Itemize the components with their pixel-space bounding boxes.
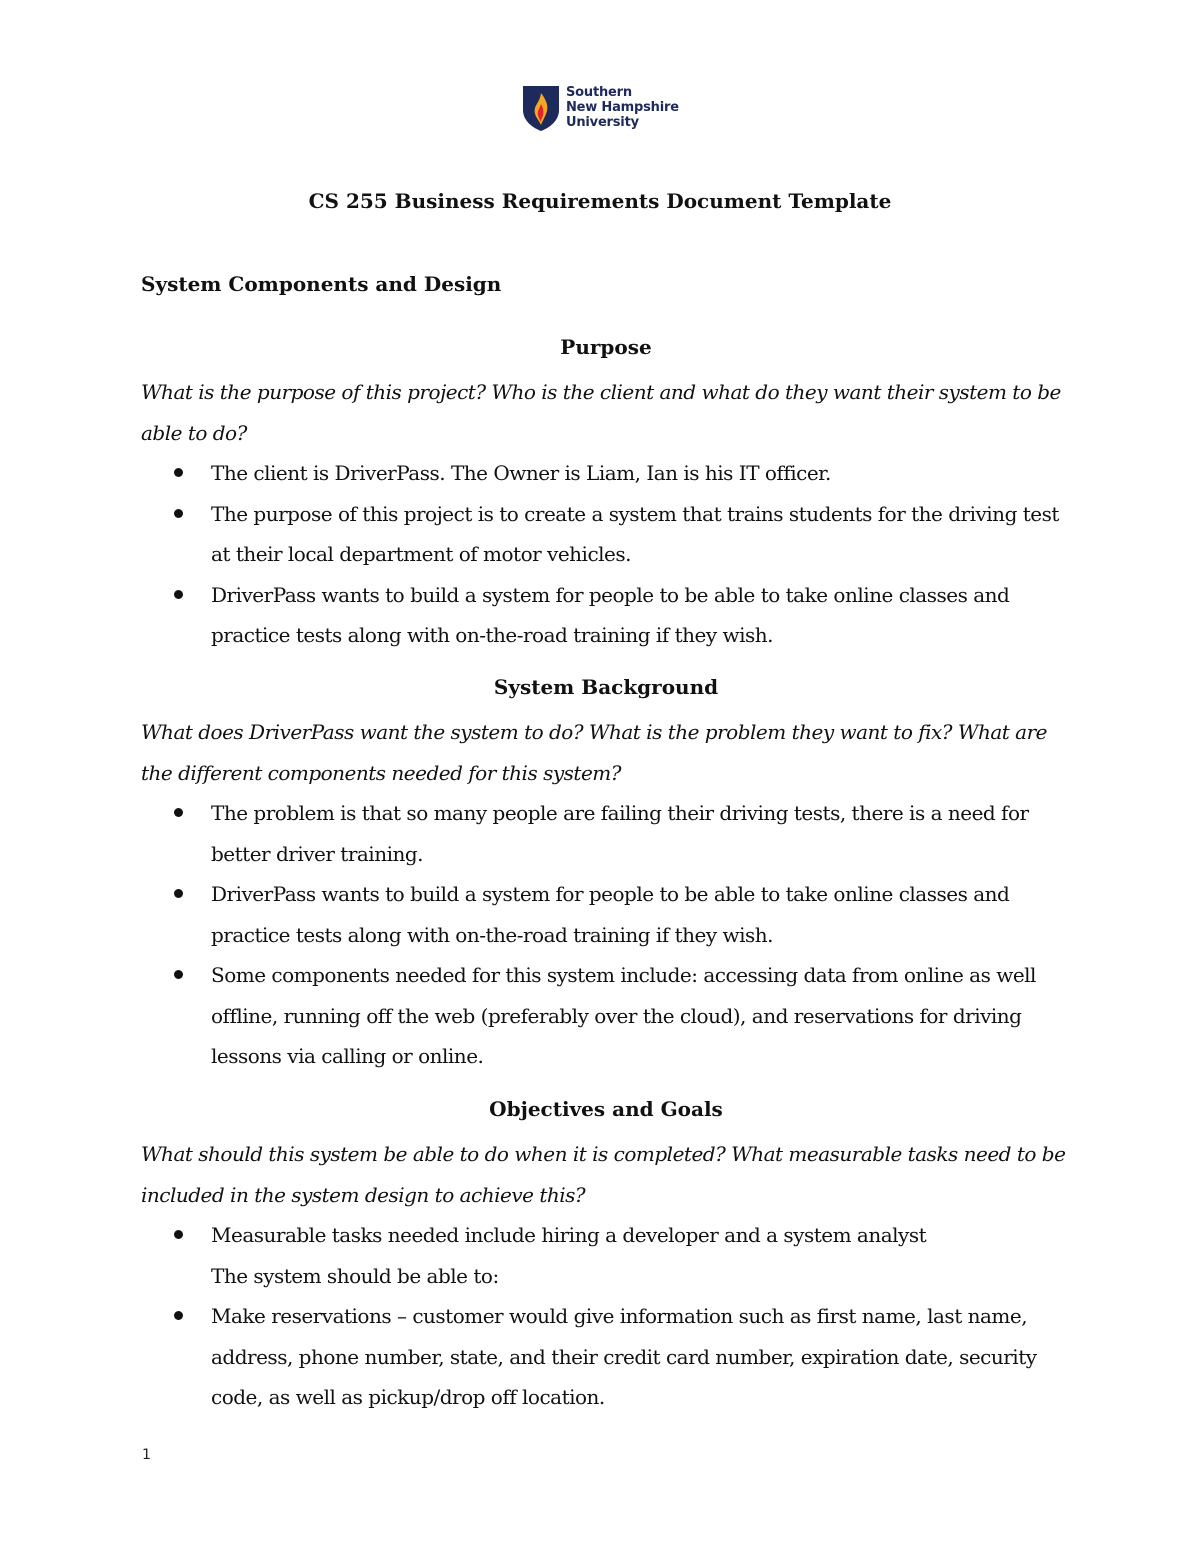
document-title: CS 255 Business Requirements Document Template	[308, 189, 892, 213]
bullet-icon	[174, 509, 183, 518]
logo-line-2: New Hampshire	[566, 100, 679, 115]
purpose-section	[141, 332, 1071, 656]
list-item	[141, 575, 1071, 656]
list-item	[141, 793, 1071, 874]
list-item-text: DriverPass wants to build a system for people to be able to take online classes and practice tests along with on-the-road training if they wish.	[211, 882, 1010, 947]
bullet-icon	[174, 889, 183, 898]
list-item-text: Some components needed for this system include: accessing data from online as well offline, running off the web (preferably over the cloud), and reservations for driving lessons via calling or online.	[211, 963, 1036, 1068]
background-bullet-list	[141, 793, 1071, 1077]
page-number: 1	[142, 1447, 151, 1463]
logo-line-3: University	[566, 115, 639, 130]
list-item-text: The problem is that so many people are failing their driving tests, there is a need for better driver training.	[211, 801, 1029, 866]
purpose-bullet-list	[141, 453, 1071, 656]
objectives-section	[141, 1094, 1071, 1418]
objectives-continuation: The system should be able to:	[211, 1263, 499, 1288]
logo-line-1: Southern	[566, 85, 632, 100]
list-item	[141, 955, 1071, 1077]
background-prompt: What does DriverPass want the system to do? What is the problem they want to fix? What are the different components needed for this system?	[141, 720, 1047, 785]
university-logo	[521, 84, 721, 134]
background-section	[141, 672, 1071, 1077]
objectives-prompt: What should this system be able to do when it is completed? What measurable tasks need to be included in the system design to achieve this?	[141, 1142, 1066, 1207]
section-heading: System Components and Design	[141, 272, 502, 296]
purpose-heading: Purpose	[560, 335, 652, 359]
objectives-bullet-list	[141, 1215, 1071, 1256]
bullet-icon	[174, 808, 183, 817]
bullet-icon	[174, 590, 183, 599]
objectives-heading: Objectives and Goals	[489, 1097, 723, 1121]
list-item-text: The purpose of this project is to create a system that trains students for the driving test at their local department of motor vehicles.	[211, 501, 1059, 566]
bullet-icon	[174, 468, 183, 477]
purpose-prompt: What is the purpose of this project? Who is the client and what do they want their system to be able to do?	[141, 380, 1061, 445]
logo-wordmark	[566, 85, 679, 130]
bullet-icon	[174, 1230, 183, 1239]
list-item	[141, 874, 1071, 955]
objectives-bullet-list-2	[141, 1296, 1071, 1418]
list-item-text: Measurable tasks needed include hiring a developer and a system analyst	[211, 1223, 927, 1247]
bullet-icon	[174, 970, 183, 979]
bullet-icon	[174, 1311, 183, 1320]
list-item-text: Make reservations – customer would give information such as first name, last name, address, phone number, state, and their credit card number, expiration date, security code, as well as pickup/drop off location.	[211, 1304, 1037, 1409]
list-item-text: DriverPass wants to build a system for people to be able to take online classes and practice tests along with on-the-road training if they wish.	[211, 582, 1010, 647]
list-item-text: The client is DriverPass. The Owner is Liam, Ian is his IT officer.	[211, 461, 831, 485]
snhu-shield-flame-icon	[521, 84, 561, 132]
list-item	[141, 494, 1071, 575]
list-item	[141, 453, 1071, 494]
background-heading: System Background	[493, 675, 719, 699]
list-item	[141, 1215, 1071, 1256]
list-item	[141, 1296, 1071, 1418]
